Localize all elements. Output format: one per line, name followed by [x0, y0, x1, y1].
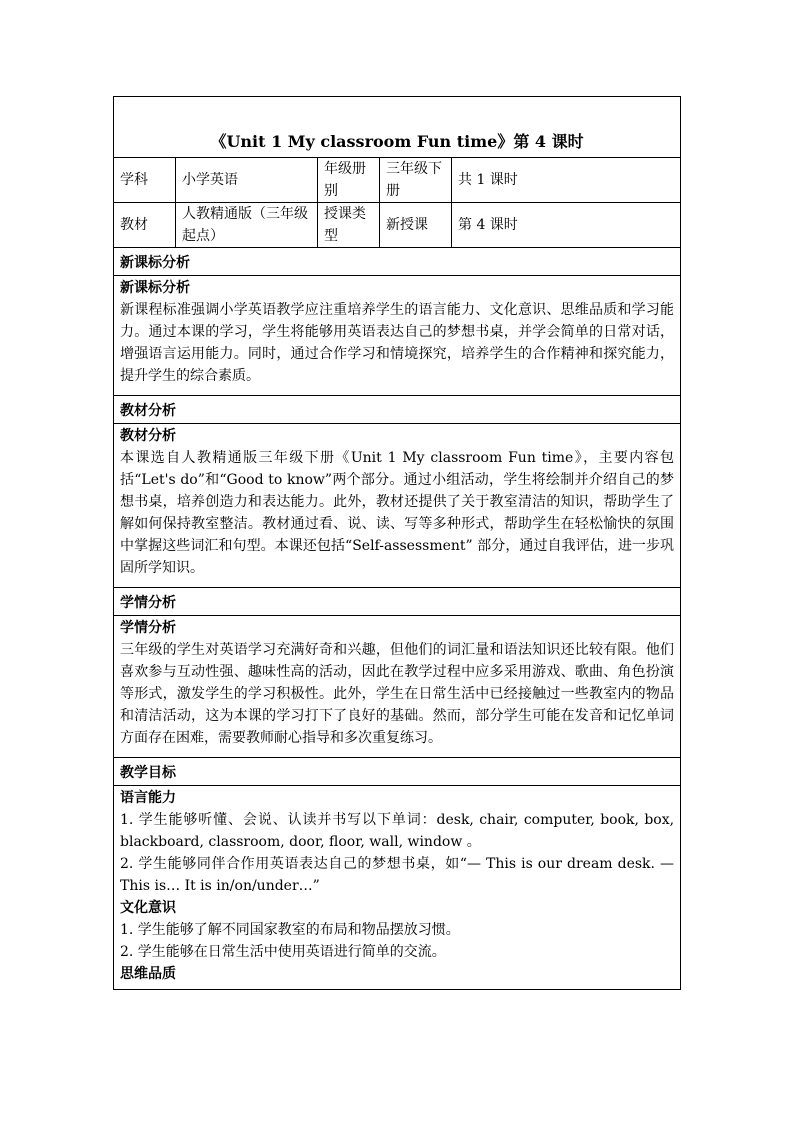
section-subheader: 教材分析	[120, 428, 176, 444]
section-paragraph: 三年级的学生对英语学习充满好奇和兴趣，但他们的词汇量和语法知识还比较有限。他们喜欢参与互动性强、趣味性高的活动，因此在教学过程中应多采用游戏、歌曲、角色扮演等形式，激发学生的学习积极性。此外，学生在日常生活中已经接触过一些教室内的物品和清洁活动，这为本课的学习打下了良好的基础。然而，部分学生可能在发音和记忆单词方面存在困难，需要教师耐心指导和多次重复练习。	[120, 642, 675, 746]
goal-item: 2. 学生能够在日常生活中使用英语进行简单的交流。	[120, 944, 446, 960]
total-lessons: 共 1 课时	[452, 158, 681, 203]
section-body-students	[114, 616, 681, 758]
lesson-plan-document	[113, 96, 680, 990]
grade-label: 年级册别	[318, 158, 380, 203]
section-subheader: 新课标分析	[120, 280, 190, 296]
document-title: 《Unit 1 My classroom Fun time》第 4 课时	[114, 97, 681, 158]
goal-item: 1. 学生能够听懂、会说、认读并书写以下单词：desk, chair, computer, book, box, blackboard, classroom, door, floor, wall, window 。	[120, 812, 675, 850]
goal-subheader-language: 语言能力	[120, 790, 176, 806]
section-subheader: 学情分析	[120, 620, 176, 636]
goal-item: 1. 学生能够了解不同国家教室的布局和物品摆放习惯。	[120, 922, 460, 938]
lesson-number: 第 4 课时	[452, 203, 681, 248]
grade-value: 三年级下册	[380, 158, 452, 203]
goal-item: 2. 学生能够同伴合作用英语表达自己的梦想书桌，如“— This is our dream desk. — This is… It is in/on/under…”	[120, 856, 675, 894]
section-paragraph: 本课选自人教精通版三年级下册《Unit 1 My classroom Fun time》，主要内容包括“Let's do”和“Good to know”两个部分。通过小组活动，学生将绘制并介绍自己的梦想书桌，培养创造力和表达能力。此外，教材还提供了关于教室清洁的知识，帮助学生了解如何保持教室整洁。教材通过看、说、读、写等多种形式，帮助学生在轻松愉快的氛围中掌握这些词汇和句型。本课还包括“Self-assessment” 部分，通过自我评估，进一步巩固所学知识。	[120, 450, 675, 576]
subject-label: 学科	[114, 158, 176, 203]
textbook-value: 人教精通版（三年级起点）	[176, 203, 318, 248]
subject-value: 小学英语	[176, 158, 318, 203]
section-header-textbook: 教材分析	[114, 396, 681, 424]
lesson-plan-table	[113, 96, 681, 990]
textbook-label: 教材	[114, 203, 176, 248]
section-header-curriculum: 新课标分析	[114, 248, 681, 276]
goal-subheader-culture: 文化意识	[120, 900, 176, 916]
section-body-curriculum	[114, 276, 681, 396]
section-header-students: 学情分析	[114, 588, 681, 616]
section-header-goals: 教学目标	[114, 758, 681, 786]
section-body-textbook	[114, 424, 681, 588]
goal-subheader-thinking: 思维品质	[120, 966, 176, 982]
lesson-type-label: 授课类型	[318, 203, 380, 248]
lesson-type-value: 新授课	[380, 203, 452, 248]
section-paragraph: 新课程标准强调小学英语教学应注重培养学生的语言能力、文化意识、思维品质和学习能力。通过本课的学习，学生将能够用英语表达自己的梦想书桌，并学会简单的日常对话，增强语言运用能力。同时，通过合作学习和情境探究，培养学生的合作精神和探究能力，提升学生的综合素质。	[120, 302, 675, 384]
section-body-goals	[114, 786, 681, 990]
